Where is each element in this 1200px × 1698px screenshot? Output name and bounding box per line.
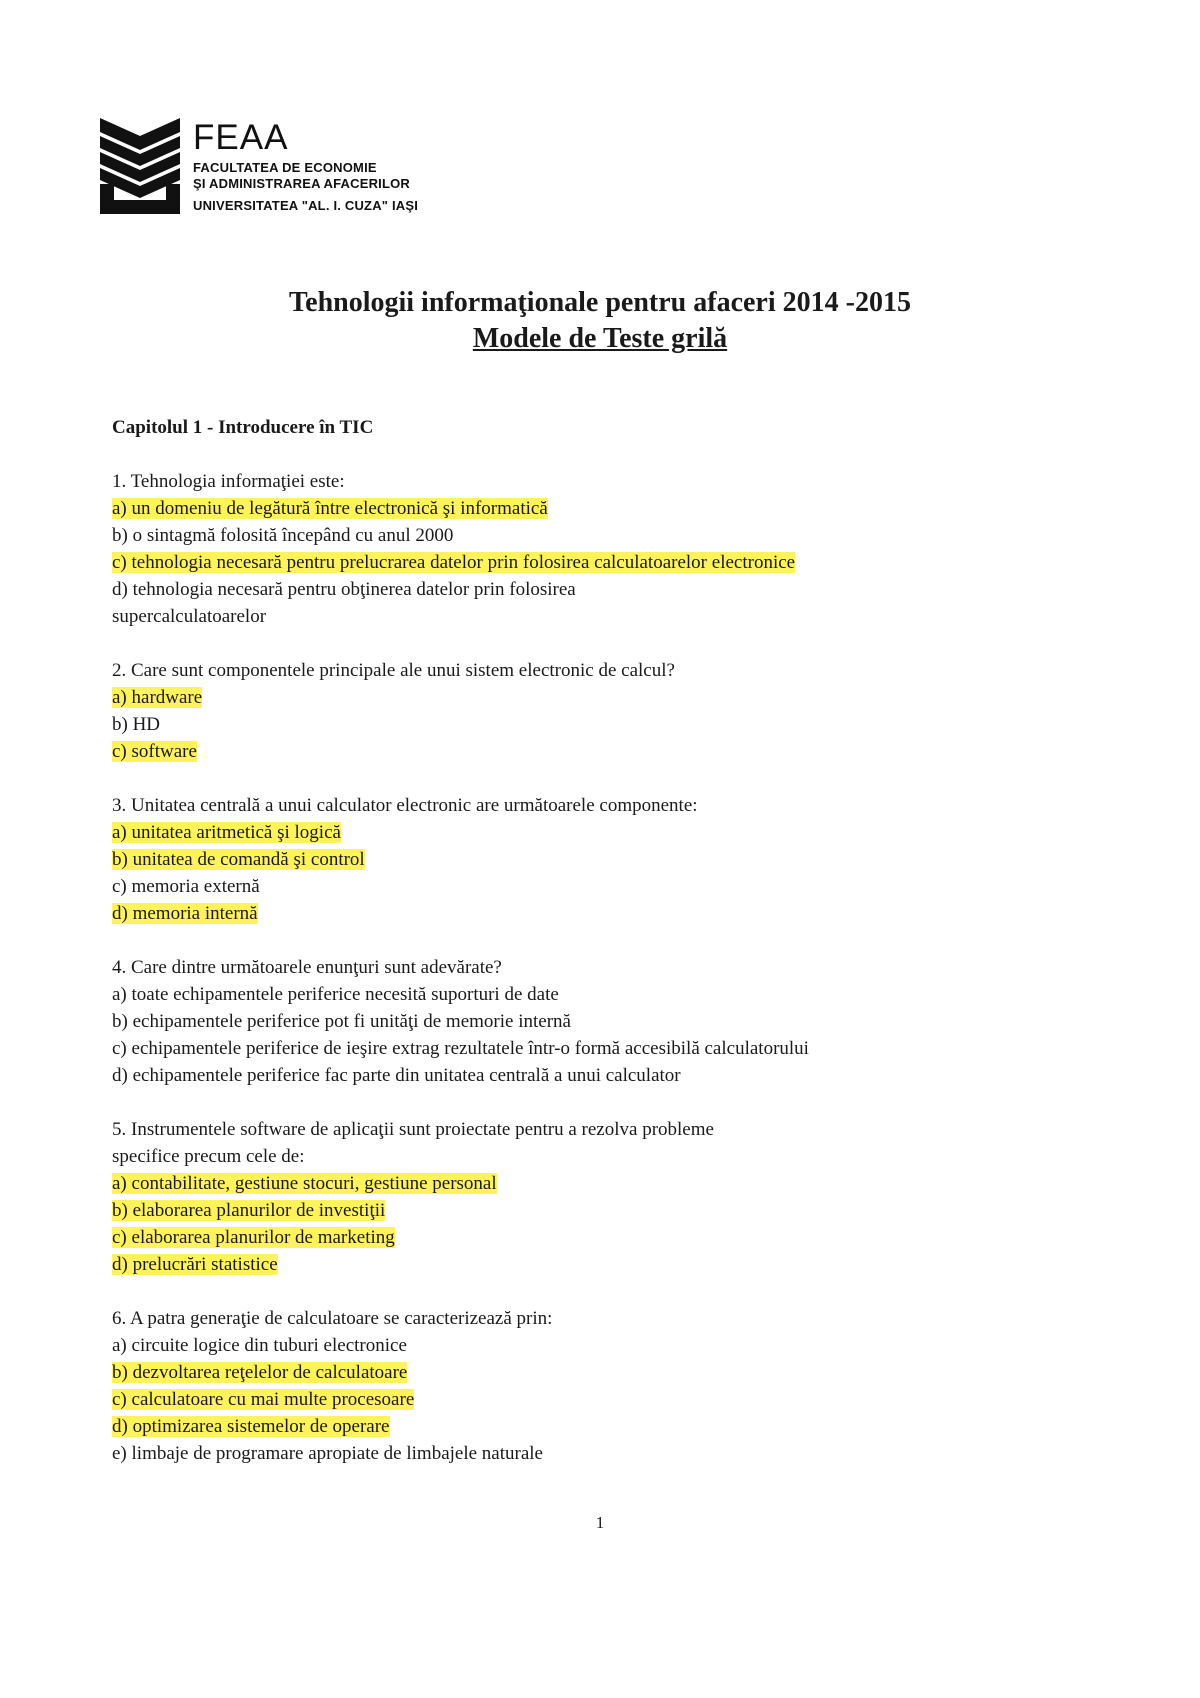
question-block (112, 468, 1112, 630)
answer-option-text: d) tehnologia necesară pentru obţinerea datelor prin folosirea (112, 579, 576, 600)
question-block (112, 954, 1112, 1089)
answer-option (112, 711, 1112, 738)
answer-option (112, 1224, 1112, 1251)
document-subtitle-wrap (0, 322, 1200, 356)
answer-option (112, 1413, 1112, 1440)
answer-option-text-highlighted: d) prelucrări statistice (112, 1254, 278, 1275)
answer-option (112, 1197, 1112, 1224)
answer-option (112, 1359, 1112, 1386)
answer-option-text: b) echipamentele periferice pot fi unităţi de memorie internă (112, 1011, 571, 1032)
answer-option-text: a) circuite logice din tuburi electronice (112, 1335, 407, 1356)
document-content (112, 414, 1112, 1494)
answer-option-text: d) echipamentele periferice fac parte din unitatea centrală a unui calculator (112, 1065, 681, 1086)
answer-option-text-highlighted: b) dezvoltarea reţelelor de calculatoare (112, 1362, 408, 1383)
answer-option-text: b) o sintagmă folosită începând cu anul 2000 (112, 525, 454, 546)
answer-option (112, 1332, 1112, 1359)
answer-option-text-highlighted: c) elaborarea planurilor de marketing (112, 1227, 395, 1248)
document-subtitle: Modele de Teste grilă (472, 323, 728, 354)
question-block (112, 792, 1112, 927)
answer-option (112, 1035, 1112, 1062)
answer-option-text-highlighted: a) unitatea aritmetică şi logică (112, 822, 341, 843)
answer-option-text-highlighted: c) tehnologia necesară pentru prelucrarea datelor prin folosirea calculatoarelor electronice (112, 552, 796, 573)
answer-option (112, 1251, 1112, 1278)
answer-option (112, 738, 1112, 765)
answer-option (112, 819, 1112, 846)
answer-option (112, 549, 1112, 576)
question-text: 3. Unitatea centrală a unui calculator electronic are următoarele componente: (112, 795, 698, 816)
answer-option-text: c) echipamentele periferice de ieşire extrag rezultatele într-o formă accesibilă calculatorului (112, 1038, 809, 1059)
answer-option-text-highlighted: a) un domeniu de legătură între electronică şi informatică (112, 498, 548, 519)
answer-option-text-highlighted: d) memoria internă (112, 903, 258, 924)
page-number: 1 (595, 1513, 605, 1532)
answer-option (112, 684, 1112, 711)
question-block (112, 657, 1112, 765)
question-block (112, 1116, 1112, 1278)
answer-option-text-highlighted: c) software (112, 741, 197, 762)
answer-option-text: c) memoria externă (112, 876, 260, 897)
question-text: 5. Instrumentele software de aplicaţii sunt proiectate pentru a rezolva probleme (112, 1119, 714, 1140)
question-text: 1. Tehnologia informaţiei este: (112, 471, 345, 492)
question-text: specifice precum cele de: (112, 1146, 305, 1167)
answer-option (112, 576, 1112, 603)
faculty-logo (100, 118, 420, 218)
answer-option-text: b) HD (112, 714, 161, 735)
document-title: Tehnologii informaţionale pentru afaceri 2014 -2015 (289, 287, 911, 318)
feaa-logo-mark-icon (100, 118, 180, 214)
answer-option (112, 603, 1112, 630)
question-list (112, 468, 1112, 1467)
answer-option (112, 981, 1112, 1008)
question-text: 2. Care sunt componentele principale ale unui sistem electronic de calcul? (112, 660, 675, 681)
logo-university-line: UNIVERSITATEA "AL. I. CUZA" IAŞI (193, 198, 419, 213)
answer-option-text-highlighted: a) hardware (112, 687, 203, 708)
logo-faculty-line1: FACULTATEA DE ECONOMIE (193, 160, 377, 175)
answer-option-text-highlighted: b) unitatea de comandă şi control (112, 849, 365, 870)
logo-faculty-line2: ŞI ADMINISTRAREA AFACERILOR (193, 176, 411, 191)
answer-option (112, 522, 1112, 549)
answer-option-text-highlighted: a) contabilitate, gestiune stocuri, gestiune personal (112, 1173, 497, 1194)
answer-option (112, 900, 1112, 927)
answer-option-text: supercalculatoarelor (112, 606, 267, 627)
answer-option-text: e) limbaje de programare apropiate de limbajele naturale (112, 1443, 543, 1464)
answer-option (112, 873, 1112, 900)
answer-option-text-highlighted: c) calculatoare cu mai multe procesoare (112, 1389, 415, 1410)
answer-option (112, 1386, 1112, 1413)
chapter-heading: Capitolul 1 - Introducere în TIC (112, 417, 374, 438)
answer-option (112, 1170, 1112, 1197)
answer-option (112, 1062, 1112, 1089)
answer-option (112, 495, 1112, 522)
question-text: 6. A patra generaţie de calculatoare se caracterizează prin: (112, 1308, 553, 1329)
answer-option (112, 846, 1112, 873)
answer-option-text: a) toate echipamentele periferice necesită suporturi de date (112, 984, 559, 1005)
answer-option-text-highlighted: d) optimizarea sistemelor de operare (112, 1416, 390, 1437)
logo-name: FEAA (193, 118, 289, 157)
answer-option (112, 1440, 1112, 1467)
question-block (112, 1305, 1112, 1467)
question-text: 4. Care dintre următoarele enunţuri sunt adevărate? (112, 957, 502, 978)
answer-option-text-highlighted: b) elaborarea planurilor de investiţii (112, 1200, 386, 1221)
answer-option (112, 1008, 1112, 1035)
